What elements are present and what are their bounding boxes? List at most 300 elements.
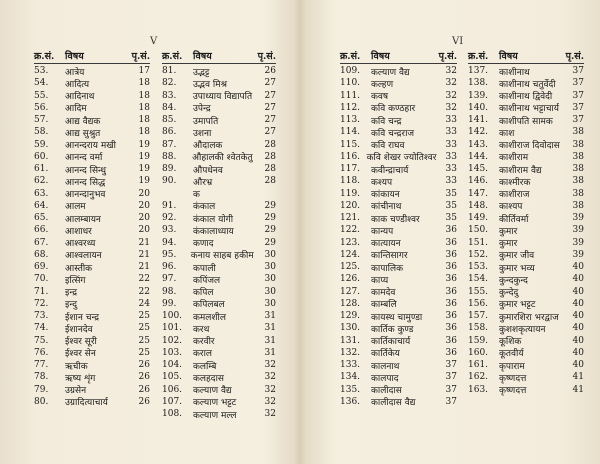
index-row bbox=[34, 396, 150, 408]
subject-name: कंकालाध्याय bbox=[193, 226, 234, 237]
index-row bbox=[468, 286, 584, 298]
page-number: 40 bbox=[572, 311, 584, 322]
page-number: 39 bbox=[572, 249, 584, 260]
serial-number: 154. bbox=[468, 274, 489, 285]
index-row bbox=[340, 347, 457, 359]
index-column bbox=[340, 48, 457, 408]
subject-name: कलम्बि bbox=[193, 361, 217, 372]
index-row bbox=[162, 200, 276, 212]
page-number: 27 bbox=[264, 102, 276, 113]
index-row bbox=[468, 188, 584, 200]
index-row bbox=[34, 298, 150, 310]
serial-number: 113. bbox=[340, 115, 361, 126]
index-row bbox=[34, 286, 150, 298]
serial-number: 137. bbox=[468, 66, 489, 77]
subject-name: औदालक bbox=[193, 141, 223, 152]
serial-number: 100. bbox=[162, 311, 183, 322]
index-row bbox=[340, 65, 457, 77]
serial-number: 90. bbox=[162, 176, 177, 187]
header-serial-number: क्र.सं. bbox=[468, 50, 489, 62]
index-row bbox=[340, 396, 457, 408]
subject-name: काप्य bbox=[371, 275, 389, 286]
serial-number: 65. bbox=[34, 213, 49, 224]
serial-number: 99. bbox=[162, 298, 177, 309]
serial-number: 82. bbox=[162, 78, 177, 89]
page-number: 41 bbox=[572, 384, 584, 395]
subject-name: औरभ्र bbox=[193, 177, 213, 188]
index-row bbox=[34, 322, 150, 334]
index-row bbox=[468, 298, 584, 310]
subject-name: उमापति bbox=[193, 116, 219, 127]
index-row bbox=[468, 249, 584, 261]
page-number: 19 bbox=[138, 139, 150, 150]
page-number: 30 bbox=[264, 274, 276, 285]
subject-name: कंकाल योगी bbox=[193, 214, 234, 225]
subject-name: काशीराज bbox=[499, 190, 530, 201]
serial-number: 163. bbox=[468, 384, 489, 395]
page-number: 29 bbox=[264, 225, 276, 236]
index-row bbox=[340, 249, 457, 261]
subject-name: कायस्थ चामुण्डा bbox=[371, 312, 423, 323]
subject-name: कल्हण bbox=[371, 79, 394, 90]
page-number: 33 bbox=[445, 176, 457, 187]
subject-name: काशीराम वैद्य bbox=[499, 165, 542, 176]
subject-name: आनन्द सिन्धु bbox=[65, 165, 107, 176]
index-row bbox=[162, 359, 276, 371]
index-row bbox=[468, 200, 584, 212]
column-header bbox=[340, 48, 457, 62]
page-number: 32 bbox=[445, 78, 457, 89]
index-row bbox=[34, 261, 150, 273]
serial-number: 53. bbox=[34, 66, 49, 77]
serial-number: 91. bbox=[162, 200, 177, 211]
subject-name: काम्बलि bbox=[371, 300, 397, 311]
subject-name: कुमार भव्य bbox=[499, 263, 535, 274]
page-number: 36 bbox=[445, 347, 457, 358]
page-number: 17 bbox=[138, 66, 150, 77]
subject-name: काशीराम bbox=[499, 153, 529, 164]
right-page bbox=[300, 0, 600, 464]
subject-name: काशीनाथ bbox=[499, 67, 530, 78]
subject-name: कालनाथ bbox=[371, 361, 400, 372]
page-number: 40 bbox=[572, 347, 584, 358]
index-column bbox=[34, 48, 150, 408]
serial-number: 66. bbox=[34, 225, 49, 236]
index-row bbox=[34, 175, 150, 187]
page-number: 18 bbox=[138, 78, 150, 89]
index-row bbox=[34, 90, 150, 102]
page-number: 33 bbox=[445, 151, 457, 162]
index-row bbox=[34, 151, 150, 163]
page-number: 36 bbox=[445, 262, 457, 273]
serial-number: 140. bbox=[468, 102, 489, 113]
index-row bbox=[468, 384, 584, 396]
subject-name: उपेन्द्र bbox=[193, 104, 211, 115]
index-column bbox=[468, 48, 584, 396]
serial-number: 56. bbox=[34, 102, 49, 113]
page-number: 29 bbox=[264, 213, 276, 224]
page-number: 25 bbox=[138, 323, 150, 334]
subject-name: कान्यप bbox=[371, 226, 394, 237]
serial-number: 69. bbox=[34, 262, 49, 273]
serial-number: 122. bbox=[340, 225, 361, 236]
subject-name: कंकाल bbox=[193, 202, 216, 213]
page-number: 28 bbox=[264, 139, 276, 150]
subject-name: कूशिक bbox=[499, 337, 522, 348]
subject-name: उग्रसेन bbox=[65, 386, 87, 397]
index-row bbox=[340, 273, 457, 285]
page-number: 39 bbox=[572, 213, 584, 224]
column-header bbox=[34, 48, 150, 62]
page-number: 38 bbox=[572, 188, 584, 199]
subject-name: कूतवीर्य bbox=[499, 349, 524, 360]
header-serial-number: क्र.सं. bbox=[34, 50, 55, 62]
serial-number: 107. bbox=[162, 396, 183, 407]
subject-name: कल्याण वैद्य bbox=[371, 67, 410, 78]
serial-number: 63. bbox=[34, 188, 49, 199]
page-number: 30 bbox=[264, 298, 276, 309]
index-row bbox=[468, 65, 584, 77]
subject-name: कवि चन्द्रराज bbox=[371, 128, 415, 139]
serial-number: 81. bbox=[162, 66, 177, 77]
page-number: 18 bbox=[138, 90, 150, 101]
index-column bbox=[162, 48, 276, 420]
page-number: 25 bbox=[138, 347, 150, 358]
page-number: 33 bbox=[445, 115, 457, 126]
serial-number: 106. bbox=[162, 384, 183, 395]
subject-name: ईशानदेव bbox=[65, 324, 93, 335]
serial-number: 153. bbox=[468, 262, 489, 273]
index-row bbox=[162, 249, 276, 261]
index-row bbox=[340, 310, 457, 322]
serial-number: 101. bbox=[162, 323, 183, 334]
header-subject: विषय bbox=[193, 50, 212, 62]
index-row bbox=[468, 359, 584, 371]
serial-number: 60. bbox=[34, 151, 49, 162]
subject-name: कुमार bbox=[499, 226, 518, 237]
subject-name: कवीन्द्राचार्य bbox=[371, 165, 409, 176]
index-row bbox=[340, 261, 457, 273]
subject-name: कल्याण भट्टट bbox=[193, 398, 237, 409]
subject-name: कार्तिकाचार्य bbox=[371, 337, 411, 348]
serial-number: 95. bbox=[162, 249, 177, 260]
index-row bbox=[468, 77, 584, 89]
page-number: 21 bbox=[138, 262, 150, 273]
serial-number: 98. bbox=[162, 286, 177, 297]
subject-name: ऋचीक bbox=[65, 361, 88, 372]
serial-number: 125. bbox=[340, 262, 361, 273]
serial-number: 114. bbox=[340, 127, 361, 138]
index-row bbox=[468, 212, 584, 224]
page-number: 31 bbox=[264, 311, 276, 322]
serial-number: 157. bbox=[468, 311, 489, 322]
page-number: 37 bbox=[445, 384, 457, 395]
subject-name: काश्यप bbox=[499, 202, 523, 213]
index-row bbox=[468, 114, 584, 126]
page-number: 33 bbox=[445, 164, 457, 175]
index-row bbox=[340, 237, 457, 249]
serial-number: 96. bbox=[162, 262, 177, 273]
page-number: 29 bbox=[264, 200, 276, 211]
index-row bbox=[34, 249, 150, 261]
page-number: 37 bbox=[445, 360, 457, 371]
index-row bbox=[468, 175, 584, 187]
page-number: 40 bbox=[572, 262, 584, 273]
serial-number: 88. bbox=[162, 151, 177, 162]
page-number: 32 bbox=[445, 66, 457, 77]
subject-name: आलम bbox=[65, 202, 86, 213]
serial-number: 129. bbox=[340, 311, 361, 322]
page-number: 27 bbox=[264, 78, 276, 89]
subject-name: आस्तीक bbox=[65, 263, 93, 274]
serial-number: 149. bbox=[468, 213, 489, 224]
serial-number: 108. bbox=[162, 409, 183, 420]
page-number: 32 bbox=[264, 396, 276, 407]
index-row bbox=[162, 347, 276, 359]
page-number: 40 bbox=[572, 286, 584, 297]
page-number: 32 bbox=[445, 102, 457, 113]
index-row bbox=[468, 371, 584, 383]
subject-name: आदिनाथ bbox=[65, 92, 95, 103]
subject-name: कुमार भट्टट bbox=[499, 300, 536, 311]
subject-name: कलहदास bbox=[193, 373, 224, 384]
subject-name: कवष bbox=[371, 92, 389, 103]
serial-number: 110. bbox=[340, 78, 361, 89]
serial-number: 54. bbox=[34, 78, 49, 89]
serial-number: 118. bbox=[340, 176, 361, 187]
subject-name: काक चण्डीश्वर bbox=[371, 214, 420, 225]
serial-number: 151. bbox=[468, 237, 489, 248]
serial-number: 132. bbox=[340, 347, 361, 358]
subject-name: कापालिक bbox=[371, 263, 404, 274]
index-row bbox=[34, 102, 150, 114]
serial-number: 72. bbox=[34, 298, 49, 309]
subject-name: कांकायन bbox=[371, 190, 400, 201]
subject-name: ईश्वर सूरी bbox=[65, 337, 97, 348]
page-number: 19 bbox=[138, 151, 150, 162]
page-number: 40 bbox=[572, 323, 584, 334]
index-row bbox=[162, 384, 276, 396]
subject-name: कात्यायन bbox=[371, 239, 401, 250]
subject-name: कालीदास वैद्य bbox=[371, 398, 416, 409]
index-row bbox=[162, 298, 276, 310]
subject-name: कश्यप bbox=[371, 177, 393, 188]
serial-number: 148. bbox=[468, 200, 489, 211]
serial-number: 59. bbox=[34, 139, 49, 150]
serial-number: 84. bbox=[162, 102, 177, 113]
index-row bbox=[468, 261, 584, 273]
page-number: 35 bbox=[445, 213, 457, 224]
serial-number: 127. bbox=[340, 286, 361, 297]
page-number: 26 bbox=[138, 372, 150, 383]
index-row bbox=[34, 126, 150, 138]
page-number: 31 bbox=[264, 335, 276, 346]
page-number: 36 bbox=[445, 298, 457, 309]
index-row bbox=[34, 114, 150, 126]
index-row bbox=[340, 139, 457, 151]
subject-name: काशीनाथ द्विवेदी bbox=[499, 92, 553, 103]
index-row bbox=[340, 175, 457, 187]
header-page-number: पृ.सं. bbox=[257, 50, 276, 62]
serial-number: 136. bbox=[340, 396, 361, 407]
serial-number: 77. bbox=[34, 360, 49, 371]
index-row bbox=[34, 212, 150, 224]
serial-number: 146. bbox=[468, 176, 489, 187]
serial-number: 147. bbox=[468, 188, 489, 199]
subject-name: कान्तिसागर bbox=[371, 251, 408, 262]
subject-name: कामदेव bbox=[371, 288, 396, 299]
serial-number: 97. bbox=[162, 274, 177, 285]
page-number: 30 bbox=[264, 249, 276, 260]
header-serial-number: क्र.सं. bbox=[162, 50, 183, 62]
page-number: 26 bbox=[264, 66, 276, 77]
page-number: 36 bbox=[445, 311, 457, 322]
page-number: 18 bbox=[138, 102, 150, 113]
page-number: 33 bbox=[445, 127, 457, 138]
index-row bbox=[340, 188, 457, 200]
page-number: 37 bbox=[572, 78, 584, 89]
index-row bbox=[162, 273, 276, 285]
subject-name: कुमारशिरा भरद्वाज bbox=[499, 312, 559, 323]
subject-name: कालीदास bbox=[371, 386, 402, 397]
subject-name: आदिम bbox=[65, 104, 87, 115]
index-row bbox=[340, 359, 457, 371]
page-number: 25 bbox=[138, 335, 150, 346]
page-number: 37 bbox=[572, 115, 584, 126]
subject-name: कल्याण वैद्य bbox=[193, 386, 232, 397]
subject-name: आश्वरथ्य bbox=[65, 239, 96, 250]
index-row bbox=[340, 126, 457, 138]
page-number: 24 bbox=[138, 298, 150, 309]
serial-number: 62. bbox=[34, 176, 49, 187]
index-row bbox=[162, 163, 276, 175]
page-number: 19 bbox=[138, 164, 150, 175]
index-row bbox=[34, 273, 150, 285]
index-row bbox=[34, 384, 150, 396]
page-number: 30 bbox=[264, 286, 276, 297]
subject-name: कपिल bbox=[193, 288, 214, 299]
index-row bbox=[340, 200, 457, 212]
subject-name: औपधेनव bbox=[193, 165, 223, 176]
serial-number: 109. bbox=[340, 66, 361, 77]
subject-name: काशीपति सामक bbox=[499, 116, 553, 127]
serial-number: 150. bbox=[468, 225, 489, 236]
index-row bbox=[468, 163, 584, 175]
serial-number: 79. bbox=[34, 384, 49, 395]
serial-number: 67. bbox=[34, 237, 49, 248]
page-number: 20 bbox=[138, 225, 150, 236]
serial-number: 61. bbox=[34, 164, 49, 175]
page-number: 26 bbox=[138, 360, 150, 371]
subject-name: आत्रेय bbox=[65, 67, 85, 78]
serial-number: 117. bbox=[340, 164, 361, 175]
page-number: 31 bbox=[264, 323, 276, 334]
serial-number: 57. bbox=[34, 115, 49, 126]
serial-number: 139. bbox=[468, 90, 489, 101]
page-number: 22 bbox=[138, 274, 150, 285]
page-number: 20 bbox=[138, 213, 150, 224]
header-subject: विषय bbox=[499, 50, 518, 62]
subject-name: कीर्तिवर्मा bbox=[499, 214, 529, 225]
page-number: 28 bbox=[264, 176, 276, 187]
index-row bbox=[468, 224, 584, 236]
subject-name: काश्मीरक bbox=[499, 177, 531, 188]
subject-name: कपाली bbox=[193, 263, 216, 274]
subject-name: कुमार जीव bbox=[499, 251, 535, 262]
serial-number: 85. bbox=[162, 115, 177, 126]
index-row bbox=[34, 335, 150, 347]
subject-name: आद्य सुश्रुत bbox=[65, 128, 101, 139]
subject-name: काशीराज दिवोदास bbox=[499, 141, 560, 152]
index-row bbox=[468, 310, 584, 322]
serial-number: 55. bbox=[34, 90, 49, 101]
page-number: 36 bbox=[445, 335, 457, 346]
page-number: 31 bbox=[264, 347, 276, 358]
serial-number: 71. bbox=[34, 286, 49, 297]
header-page-number: पृ.सं. bbox=[565, 50, 584, 62]
serial-number: 126. bbox=[340, 274, 361, 285]
index-row bbox=[34, 188, 150, 200]
serial-number: 158. bbox=[468, 323, 489, 334]
index-row bbox=[468, 139, 584, 151]
page-number: 35 bbox=[445, 200, 457, 211]
index-row bbox=[162, 286, 276, 298]
index-row bbox=[340, 102, 457, 114]
serial-number: 111. bbox=[340, 90, 361, 101]
serial-number: 145. bbox=[468, 164, 489, 175]
index-row bbox=[162, 90, 276, 102]
index-row bbox=[34, 371, 150, 383]
column-header bbox=[468, 48, 584, 62]
serial-number: 142. bbox=[468, 127, 489, 138]
header-serial-number: क्र.सं. bbox=[340, 50, 361, 62]
serial-number: 78. bbox=[34, 372, 49, 383]
subject-name: कुमार bbox=[499, 239, 518, 250]
index-row bbox=[34, 310, 150, 322]
subject-name: कृपाराम bbox=[499, 361, 525, 372]
page-number: 37 bbox=[445, 396, 457, 407]
serial-number: 73. bbox=[34, 311, 49, 322]
subject-name: ईश्वर सेन bbox=[65, 349, 96, 360]
index-row bbox=[34, 163, 150, 175]
index-row bbox=[468, 347, 584, 359]
page-number: 32 bbox=[264, 384, 276, 395]
subject-name: आनन्दानुभव bbox=[65, 190, 106, 201]
serial-number: 70. bbox=[34, 274, 49, 285]
subject-name: कुशशकृत्यायन bbox=[499, 324, 546, 335]
serial-number: 119. bbox=[340, 188, 361, 199]
serial-number: 76. bbox=[34, 347, 49, 358]
subject-name: कुन्दकुन्द bbox=[499, 275, 528, 286]
index-row bbox=[468, 151, 584, 163]
page-number: 36 bbox=[445, 225, 457, 236]
header-page-number: पृ.सं. bbox=[131, 50, 150, 62]
page-number: 19 bbox=[138, 176, 150, 187]
index-row bbox=[340, 322, 457, 334]
page-number: 25 bbox=[138, 311, 150, 322]
subject-name: उग्रादित्याचार्य bbox=[65, 398, 108, 409]
index-row bbox=[162, 102, 276, 114]
index-row bbox=[340, 77, 457, 89]
index-row bbox=[340, 90, 457, 102]
index-row bbox=[162, 408, 276, 420]
serial-number: 103. bbox=[162, 347, 183, 358]
page-number: 38 bbox=[572, 127, 584, 138]
subject-name: उपाध्याय विद्यापति bbox=[192, 92, 253, 103]
serial-number: 115. bbox=[340, 139, 361, 150]
page-number: 36 bbox=[445, 286, 457, 297]
serial-number: 135. bbox=[340, 384, 361, 395]
